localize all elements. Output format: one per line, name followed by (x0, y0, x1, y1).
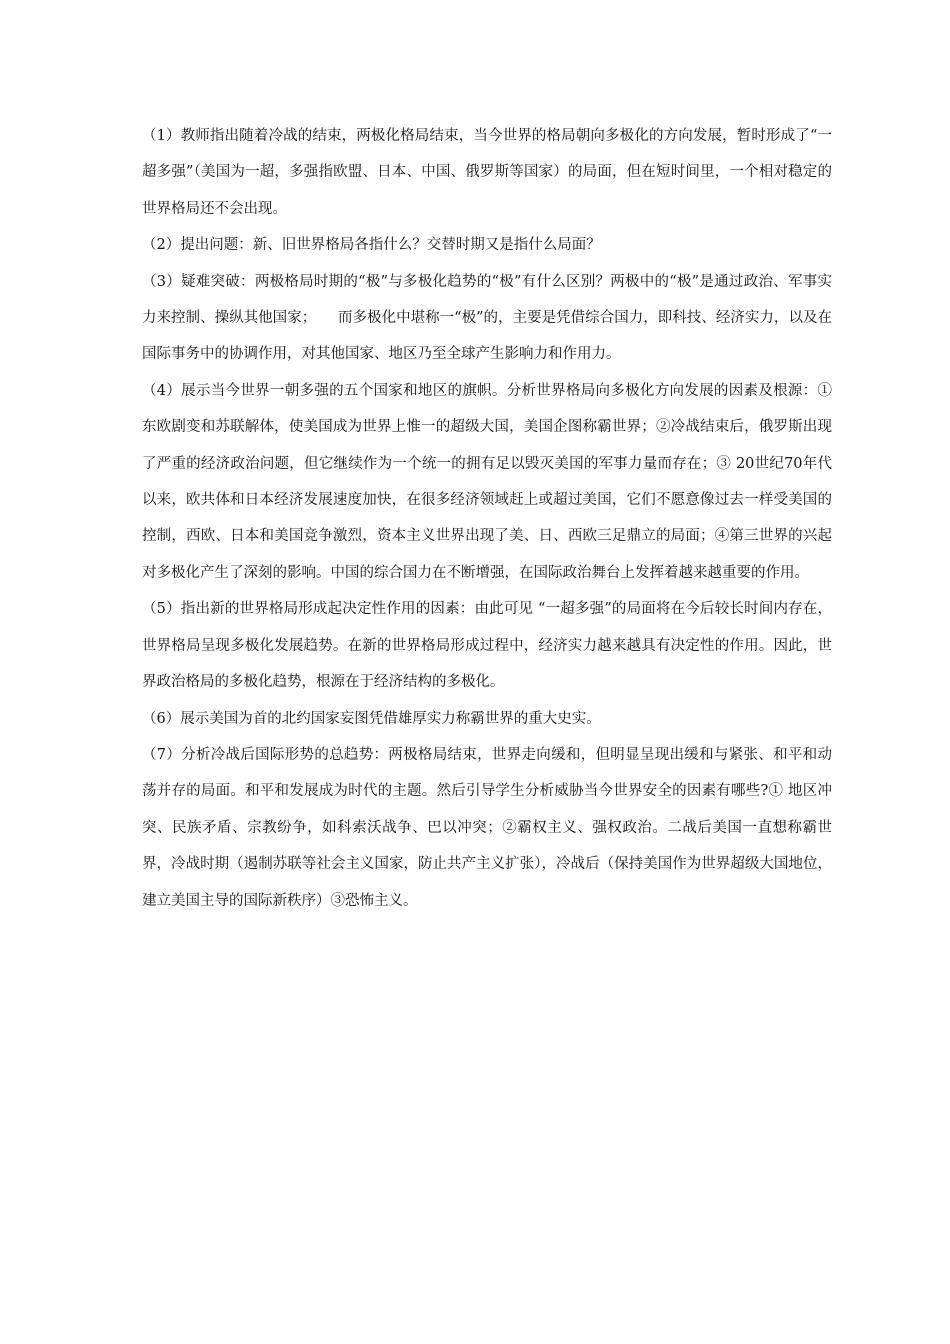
paragraph-5: （5）指出新的世界格局形成起决定性作用的因素：由此可见 “一超多强”的局面将在今后较长时间内存在，世界格局呈现多极化发展趋势。在新的世界格局形成过程中，经济实力越来越具有决定性的作用。因此，世界政治格局的多极化趋势，根源在于经济结构的多极化。 (142, 601, 832, 691)
paragraph-6: （6）展示美国为首的北约国家妄图凭借雄厚实力称霸世界的重大史实。 (142, 710, 601, 727)
paragraph-3: （3）疑难突破：两极格局时期的“极”与多极化趋势的“极”有什么区别？两极中的“极”是通过政治、军事实力来控制、操纵其他国家； 而多极化中堪称一“极”的，主要是凭借综合国力，即科技、经济实力，以及在国际事务中的协调作用，对其他国家、地区乃至全球产生影响力和作用力。 (142, 273, 832, 363)
paragraph-2: （2）提出问题：新、旧世界格局各指什么？交替时期又是指什么局面？ (142, 237, 601, 254)
paragraph-1: （1）教师指出随着冷战的结束，两极化格局结束，当今世界的格局朝向多极化的方向发展，暂时形成了“一超多强”（美国为一超，多强指欧盟、日本、中国、俄罗斯等国家）的局面，但在短时间里，一个相对稳定的世界格局还不会出现。 (142, 128, 832, 217)
paragraph-4: （4）展示当今世界一朝多强的五个国家和地区的旗帜。分析世界格局向多极化方向发展的因素及根源：①东欧剧变和苏联解体，使美国成为世界上惟一的超级大国，美国企图称霸世界；②冷战结束后，俄罗斯出现了严重的经济政治问题，但它继续作为一个统一的拥有足以毁灭美国的军事力量而存在；③ 20世纪70年代以来，欧共体和日本经济发展速度加快，在很多经济领域赶上或超过美国，它们不愿意像过去一样受美国的控制，西欧、日本和美国竞争激烈，资本主义世界出现了美、日、西欧三足鼎立的局面；④第三世界的兴起对多极化产生了深刻的影响。中国的综合国力在不断增强，在国际政治舞台上发挥着越来越重要的作用。 (142, 382, 832, 581)
document-page (142, 118, 832, 919)
paragraph-7: （7）分析冷战后国际形势的总趋势：两极格局结束，世界走向缓和，但明显呈现出缓和与紧张、和平和动荡并存的局面。和平和发展成为时代的主题。然后引导学生分析威胁当今世界安全的因素有哪些?① 地区冲突、民族矛盾、宗教纷争，如科索沃战争、巴以冲突；②霸权主义、强权政治。二战后美国一直想称霸世界，冷战时期（遏制苏联等社会主义国家，防止共产主义扩张），冷战后（保持美国作为世界超级大国地位，建立美国主导的国际新秩序）③恐怖主义。 (142, 746, 832, 909)
